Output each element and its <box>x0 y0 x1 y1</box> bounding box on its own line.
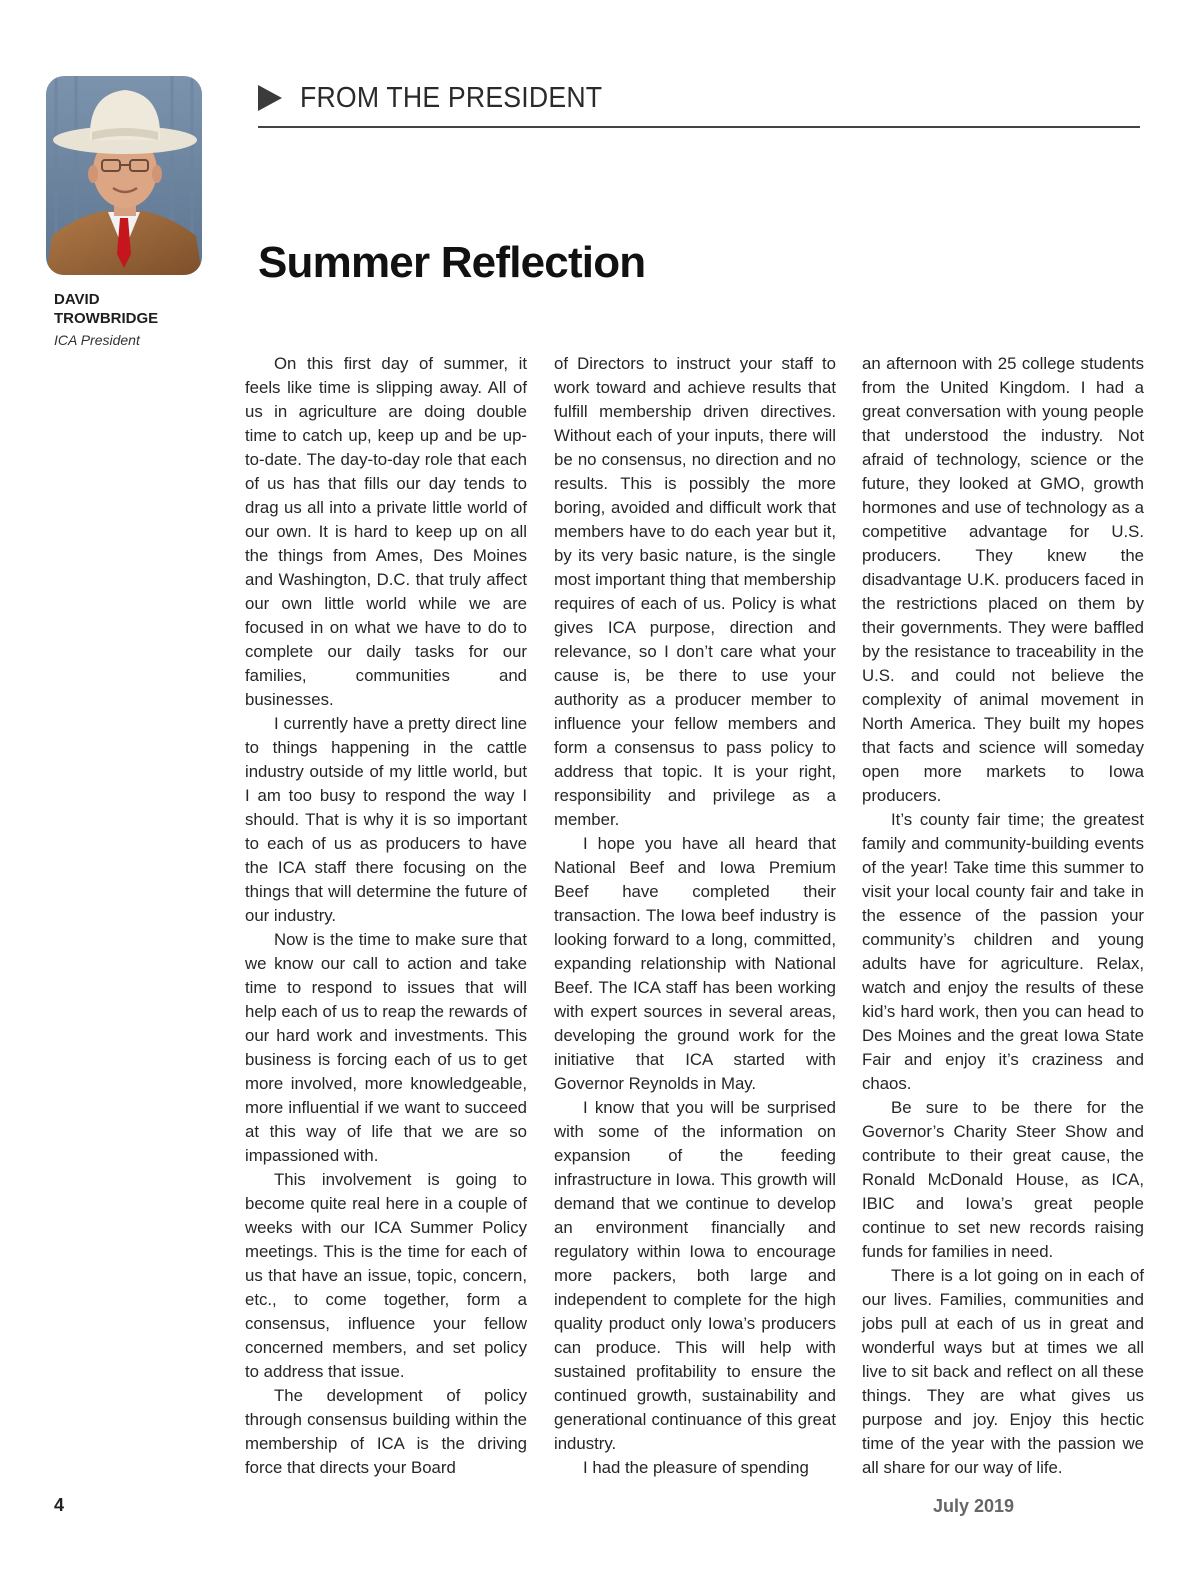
article-column-3 <box>862 352 1144 1480</box>
paragraph-continued: of Directors to instruct your staff to work toward and achieve results that fulfill membership driven directives. Without each of your inputs, there will be no consensus, no direction and no results. This is possibly the more boring, avoided and difficult work that members have to do each year but it, by its very basic nature, is the single most important thing that membership requires of each of us. Policy is what gives ICA purpose, direction and relevance, so I don’t care what your cause is, be there to use your authority as a producer member to influence your fellow members and form a consensus to pass policy to address that topic. It is your right, responsibility and privilege as a member. <box>554 354 836 829</box>
author-photo <box>46 76 202 275</box>
article-column-2 <box>554 352 836 1480</box>
author-last-name: TROWBRIDGE <box>54 310 159 327</box>
paragraph: On this first day of summer, it feels like time is slipping away. All of us in agriculture are doing double time to catch up, keep up and be up-to-date. The day-to-day role that each of us has that fills our day tends to drag us all into a private little world of our own. It is hard to keep up on all the things from Ames, Des Moines and Washington, D.C. that truly affect our own little world while we are focused in on what we have to do to complete our daily tasks for our families, communities and businesses. <box>245 354 527 709</box>
paragraph: I had the pleasure of spending <box>583 1458 809 1477</box>
author-role: ICA President <box>54 332 140 348</box>
author-first-name: DAVID <box>54 291 100 308</box>
paragraph-continued: an afternoon with 25 college students from the United Kingdom. I had a great conversation with young people that understood the industry. Not afraid of technology, science or the future, they looked at GMO, growth hormones and use of technology as a competitive advantage for U.S. producers. They knew the disadvantage U.K. producers faced in the restrictions placed on them by their governments. They were baffled by the resistance to traceability in the U.S. and could not believe the complexity of animal movement in North America. They built my hopes that facts and science will someday open more markets to Iowa producers. <box>862 354 1144 805</box>
paragraph: I currently have a pretty direct line to things happening in the cattle industry outside of my little world, but I am too busy to respond the way I should. That is why it is so important to each of us as producers to have the ICA staff there focusing on the things that will determine the future of our industry. <box>245 714 527 925</box>
paragraph: There is a lot going on in each of our lives. Families, communities and jobs pull at each of us in great and wonderful ways but at times we all live to sit back and reflect on all these things. They are what gives us purpose and joy. Enjoy this hectic time of the year with the passion we all share for our way of life. <box>862 1266 1144 1477</box>
paragraph: I know that you will be surprised with some of the information on expansion of the feeding infrastructure in Iowa. This growth will demand that we continue to develop an environment financially and regulatory within Iowa to encourage more packers, both large and independent to complete for the high quality product only Iowa’s producers can produce. This will help with sustained profitability to ensure the continued growth, sustainability and generational continuance of this great industry. <box>554 1098 836 1453</box>
page-number: 4 <box>54 1495 65 1515</box>
issue-date: July 2019 <box>933 1496 1015 1516</box>
paragraph: Be sure to be there for the Governor’s Charity Steer Show and contribute to their great cause, the Ronald McDonald House, as ICA, IBIC and Iowa’s great people continue to set new records raising funds for families in need. <box>862 1098 1144 1261</box>
article-title: Summer Reflection <box>258 238 646 287</box>
article-column-1 <box>245 352 527 1480</box>
author-byline <box>54 290 158 352</box>
section-divider <box>258 126 1140 128</box>
paragraph: I hope you have all heard that National Beef and Iowa Premium Beef have completed their transaction. The Iowa beef industry is looking forward to a long, committed, expanding relationship with National Beef. The ICA staff has been working with expert sources in several areas, developing the ground work for the initiative that ICA started with Governor Reynolds in May. <box>554 834 836 1093</box>
paragraph: This involvement is going to become quite real here in a couple of weeks with our ICA Summer Policy meetings. This is the time for each of us that have an issue, topic, concern, etc., to come together, form a consensus, influence your fellow concerned members, and set policy to address that issue. <box>245 1170 527 1381</box>
paragraph: It’s county fair time; the greatest family and community-building events of the year! Take time this summer to visit your local county fair and take in the essence of the passion your community’s children and young adults have for agriculture. Relax, watch and enjoy the results of these kid’s hard work, then you can head to Des Moines and the great Iowa State Fair and enjoy it’s craziness and chaos. <box>862 810 1144 1093</box>
triangle-right-icon <box>258 85 282 111</box>
section-label: FROM THE PRESIDENT <box>300 81 603 114</box>
section-header <box>258 80 629 116</box>
paragraph: The development of policy through consensus building within the membership of ICA is the driving force that directs your Board <box>245 1386 527 1477</box>
paragraph: Now is the time to make sure that we know our call to action and take time to respond to issues that will help each of us to reap the rewards of our hard work and investments. This business is forcing each of us to get more involved, more knowledgeable, more influential if we want to succeed at this way of life that we are so impassioned with. <box>245 930 527 1165</box>
